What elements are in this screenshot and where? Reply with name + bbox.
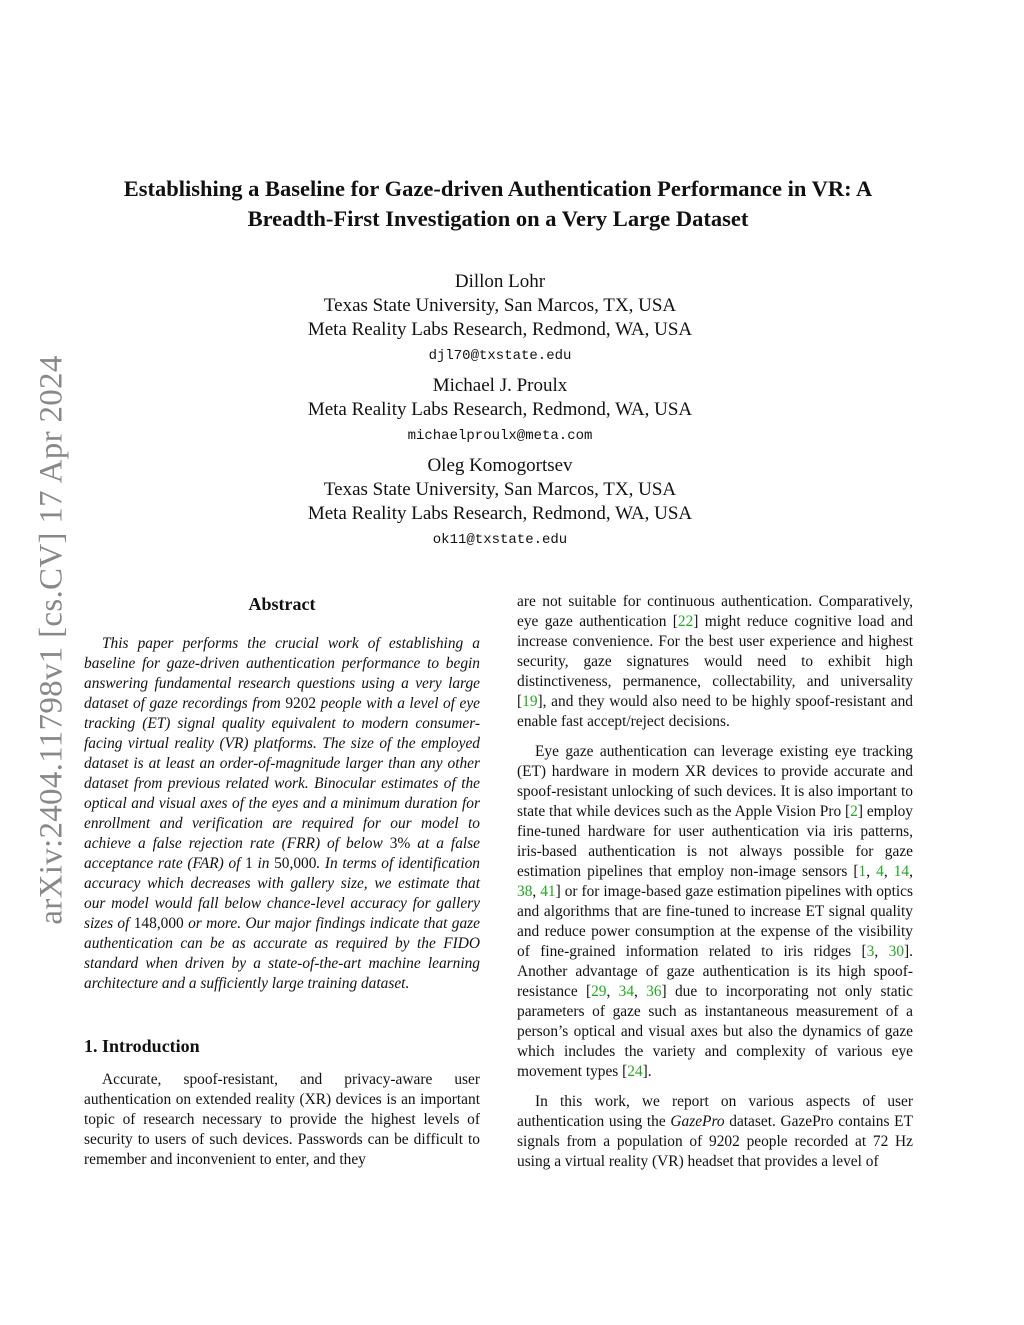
citation-link[interactable]: 19 <box>522 693 538 710</box>
citation-link[interactable]: 38 <box>517 883 533 900</box>
author-email: djl70@txstate.edu <box>428 348 572 364</box>
author-name: Oleg Komogortsev <box>427 455 573 476</box>
citation-link[interactable]: 29 <box>591 983 607 1000</box>
arxiv-sidebar <box>22 320 82 960</box>
author-2 <box>180 374 820 448</box>
citation-link[interactable]: 30 <box>888 943 905 960</box>
author-affiliation: Texas State University, San Marcos, TX, USA <box>323 295 677 316</box>
citation-link[interactable]: 22 <box>677 613 694 630</box>
citation-link[interactable]: 2 <box>850 803 858 820</box>
author-name: Michael J. Proulx <box>432 375 568 396</box>
left-column <box>84 592 480 1180</box>
author-email: michaelproulx@meta.com <box>407 428 593 444</box>
paper-title: Establishing a Baseline for Gaze-driven Authentication Performance in VR: A Breadth-First Investigation on a Very Large Dataset <box>123 176 873 231</box>
citation-link[interactable]: 4 <box>876 863 884 880</box>
author-1 <box>180 270 820 368</box>
citation-link[interactable]: 14 <box>893 863 910 880</box>
citation-link[interactable]: 36 <box>646 983 662 1000</box>
section-heading-introduction: 1. Introduction <box>84 1036 200 1056</box>
citation-link[interactable]: 41 <box>540 883 556 900</box>
abstract-text: This paper performs the crucial work of establishing a baseline for gaze-driven authentication performance to begin answering fundamental research questions using a very large dataset of gaze recordings from 9202 people with a level of eye tracking (ET) signal quality equivalent to modern consumer-facing virtual reality (VR) platforms. The size of the employed dataset is at least an order-of-magnitude larger than any other dataset from previous related work. Binocular estimates of the optical and visual axes of the eyes and a minimum duration for enrollment and verification are required for our model to achieve a false rejection rate (FRR) of below 3% at a false acceptance rate (FAR) of 1 in 50,000. In terms of identification accuracy which decreases with gallery size, we estimate that our model would fall below chance-level accuracy for gallery sizes of 148,000 or more. Our major findings indicate that gaze authentication can be as accurate as required by the FIDO standard when driven by a state-of-the-art machine learning architecture and a sufficiently large training dataset. <box>84 635 480 992</box>
citation-link[interactable]: 34 <box>618 983 635 1000</box>
author-email: ok11@txstate.edu <box>432 532 568 548</box>
citation-link[interactable]: 3 <box>866 943 875 960</box>
author-affiliation: Meta Reality Labs Research, Redmond, WA, USA <box>307 503 693 524</box>
body-paragraph: Eye gaze authentication can leverage existing eye tracking (ET) hardware in modern XR devices to provide accurate and spoof-resistant unlocking of such devices. It is also important to state that while devices such as the Apple Vision Pro [2] employ fine-tuned hardware for user authentication via iris patterns, iris-based authentication is not always possible for gaze estimation pipelines that employ non-image sensors [1, 4, 14, 38, 41] or for image-based gaze estimation pipelines with optics and algorithms that are fine-tuned to increase ET signal quality and reduce power consumption at the expense of the visibility of fine-grained information related to iris ridges [3, 30]. Another advantage of gaze authentication is its high spoof-resistance [29, 34, 36] due to incorporating not only static parameters of gaze such as instantaneous measurement of a person’s optical and visual axes but also the dynamics of gaze which includes the variety and complexity of various eye movement types [24]. <box>517 743 914 1080</box>
right-column <box>517 592 913 1182</box>
author-affiliation: Meta Reality Labs Research, Redmond, WA, USA <box>307 399 693 420</box>
author-affiliation: Meta Reality Labs Research, Redmond, WA, USA <box>307 319 693 340</box>
author-3 <box>180 454 820 552</box>
body-paragraph: are not suitable for continuous authentication. Comparatively, eye gaze authentication [22] might reduce cognitive load and increase convenience. For the best user experience and highest security, gaze signatures would need to exhibit high distinctiveness, permanence, collectability, and universality [19], and they would also need to be highly spoof-resistant and enable fast accept/reject decisions. <box>517 593 913 730</box>
abstract-heading: Abstract <box>248 594 316 614</box>
body-paragraph: In this work, we report on various aspects of user authentication using the GazePro dataset. GazePro contains ET signals from a population of 9202 people recorded at 72 Hz using a virtual reality (VR) headset that provides a level of <box>517 1093 913 1170</box>
arxiv-identifier: arXiv:2404.11798v1 [cs.CV] 17 Apr 2024 <box>33 355 70 925</box>
author-affiliation: Texas State University, San Marcos, TX, USA <box>323 479 677 500</box>
citation-link[interactable]: 1 <box>858 863 867 880</box>
author-name: Dillon Lohr <box>454 271 546 292</box>
intro-paragraph: Accurate, spoof-resistant, and privacy-aware user authentication on extended reality (XR) devices is an important topic of research necessary to provide the highest levels of security to users of such devices. Passwords can be difficult to remember and inconvenient to enter, and they <box>84 1071 480 1168</box>
citation-link[interactable]: 24 <box>627 1063 643 1080</box>
